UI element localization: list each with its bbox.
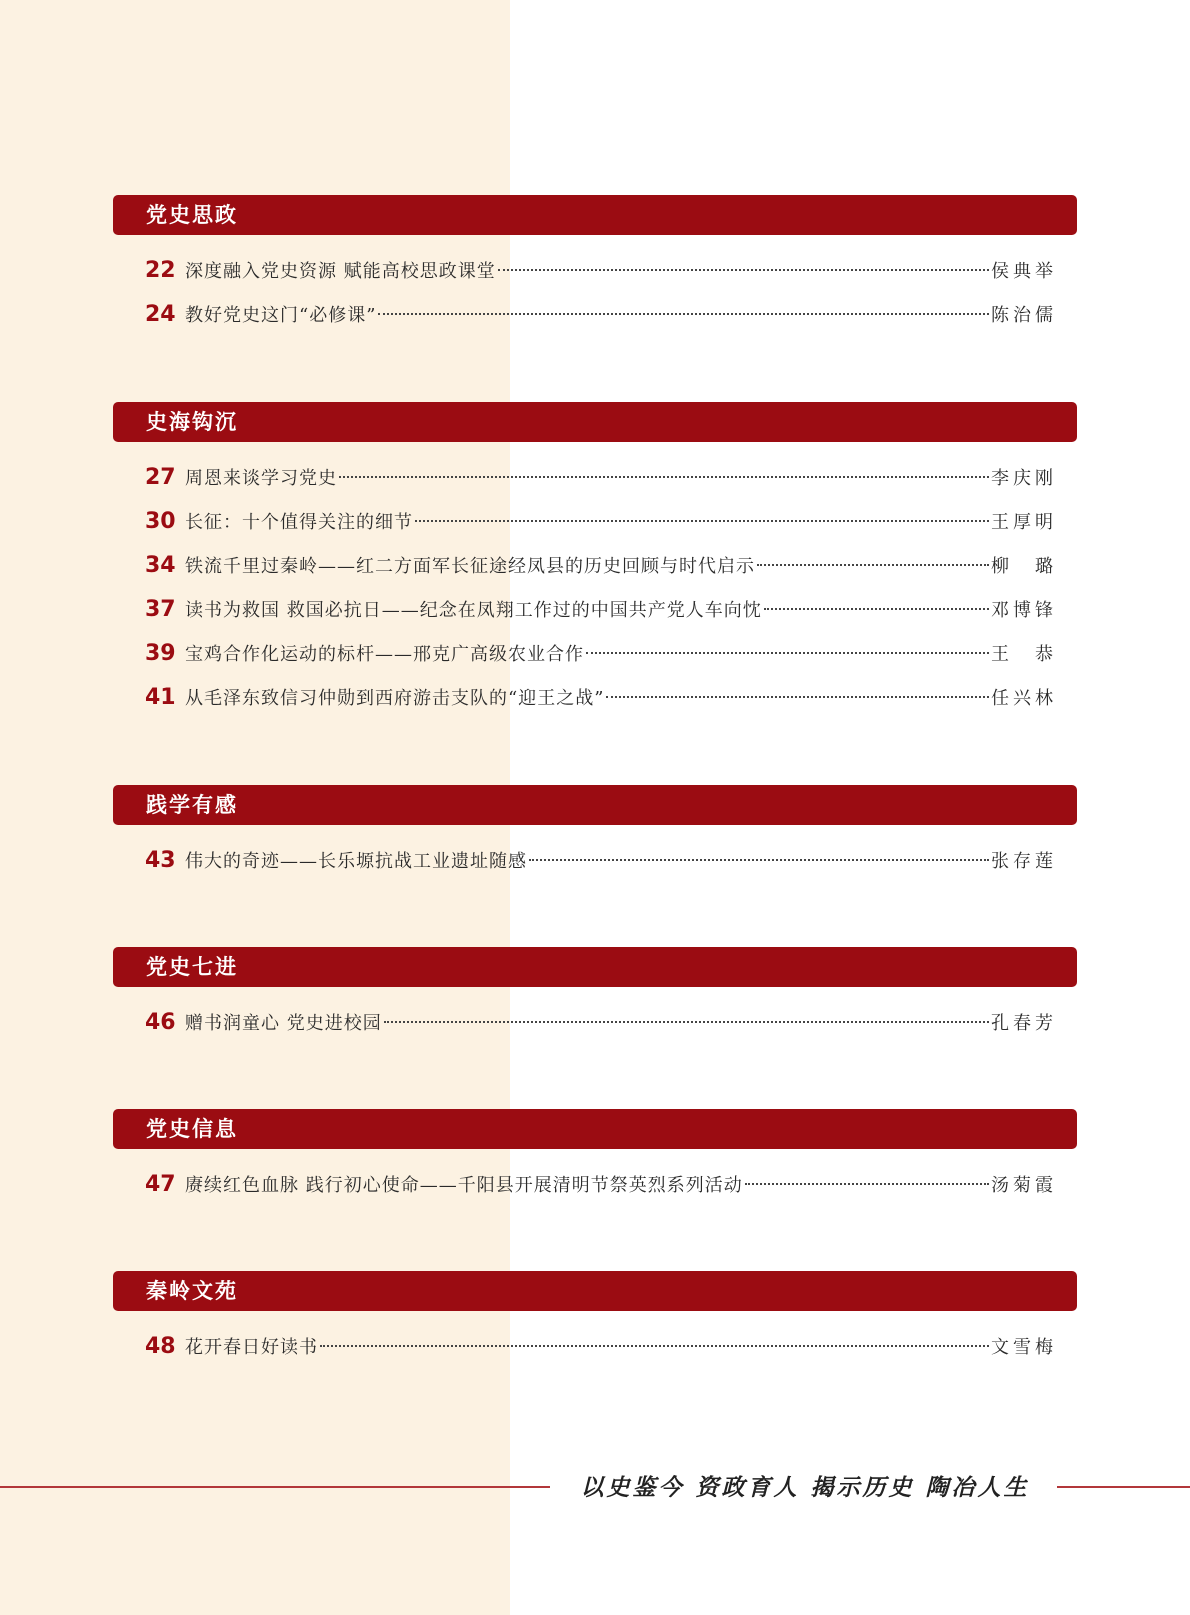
article-title: 周恩来谈学习党史 [185, 468, 337, 489]
section-header: 践学有感 [113, 785, 1077, 825]
page-number: 30 [145, 509, 176, 534]
dot-leader [498, 269, 989, 271]
article-author: 柳 璐 [991, 556, 1057, 577]
section-dangshi-qijin [113, 947, 1077, 1045]
dot-leader [757, 564, 989, 566]
section-header: 党史思政 [113, 195, 1077, 235]
article-title: 读书为救国 救国必抗日——纪念在凤翔工作过的中国共产党人车向忱 [185, 600, 762, 621]
section-header: 党史信息 [113, 1109, 1077, 1149]
page-number: 22 [145, 258, 176, 283]
article-author: 文雪梅 [991, 1337, 1057, 1358]
page-number: 37 [145, 597, 176, 622]
article-author: 王 恭 [991, 644, 1057, 665]
section-dangshi-sizheng [113, 195, 1077, 337]
page-number: 41 [145, 685, 176, 710]
article-title: 铁流千里过秦岭——红二方面军长征途经凤县的历史回顾与时代启示 [185, 556, 755, 577]
dot-leader [606, 696, 989, 698]
section-jianxue-yougan [113, 785, 1077, 883]
dot-leader [378, 313, 989, 315]
footer-rule-right [1057, 1486, 1190, 1488]
toc-entry[interactable] [113, 632, 1077, 676]
toc-entry[interactable] [113, 839, 1077, 883]
toc-entry[interactable] [113, 544, 1077, 588]
dot-leader [586, 652, 989, 654]
toc-entry[interactable] [113, 293, 1077, 337]
page-number: 39 [145, 641, 176, 666]
article-title: 花开春日好读书 [185, 1337, 318, 1358]
section-header: 党史七进 [113, 947, 1077, 987]
dot-leader [339, 476, 989, 478]
toc-entry[interactable] [113, 1001, 1077, 1045]
section-header: 秦岭文苑 [113, 1271, 1077, 1311]
article-author: 陈治儒 [991, 305, 1057, 326]
page-number: 27 [145, 465, 176, 490]
dot-leader [529, 859, 989, 861]
article-title: 赠书润童心 党史进校园 [185, 1013, 382, 1034]
dot-leader [764, 608, 989, 610]
dot-leader [415, 520, 989, 522]
article-title: 教好党史这门“必修课” [185, 305, 377, 326]
dot-leader [384, 1021, 989, 1023]
footer-rule-left [0, 1486, 550, 1488]
article-author: 张存莲 [991, 851, 1057, 872]
article-author: 王厚明 [991, 512, 1057, 533]
article-author: 任兴林 [991, 688, 1057, 709]
toc-entry[interactable] [113, 249, 1077, 293]
article-author: 邓博锋 [991, 600, 1057, 621]
page-number: 24 [145, 302, 176, 327]
toc-entry[interactable] [113, 456, 1077, 500]
article-title: 赓续红色血脉 践行初心使命——千阳县开展清明节祭英烈系列活动 [185, 1175, 743, 1196]
page-number: 46 [145, 1010, 176, 1035]
article-title: 伟大的奇迹——长乐塬抗战工业遗址随感 [185, 851, 527, 872]
article-title: 深度融入党史资源 赋能高校思政课堂 [185, 261, 496, 282]
toc-entry[interactable] [113, 1163, 1077, 1207]
section-shihai-gouchen [113, 402, 1077, 720]
page-number: 34 [145, 553, 176, 578]
article-author: 汤菊霞 [991, 1175, 1057, 1196]
toc-entry[interactable] [113, 500, 1077, 544]
article-author: 侯典举 [991, 261, 1057, 282]
article-author: 李庆刚 [991, 468, 1057, 489]
article-title: 宝鸡合作化运动的标杆——邢克广高级农业合作 [185, 644, 584, 665]
dot-leader [745, 1183, 989, 1185]
dot-leader [320, 1345, 989, 1347]
page-number: 48 [145, 1334, 176, 1359]
toc-entry[interactable] [113, 588, 1077, 632]
page-number: 47 [145, 1172, 176, 1197]
toc-entry[interactable] [113, 1325, 1077, 1369]
article-title: 长征：十个值得关注的细节 [185, 512, 413, 533]
page-number: 43 [145, 848, 176, 873]
article-author: 孔春芳 [991, 1013, 1057, 1034]
section-qinling-wenyuan [113, 1271, 1077, 1369]
section-header: 史海钩沉 [113, 402, 1077, 442]
article-title: 从毛泽东致信习仲勋到西府游击支队的“迎王之战” [185, 688, 605, 709]
section-dangshi-xinxi [113, 1109, 1077, 1207]
toc-entry[interactable] [113, 676, 1077, 720]
footer-motto: 以史鉴今 资政育人 揭示历史 陶冶人生 [580, 1475, 1030, 1501]
